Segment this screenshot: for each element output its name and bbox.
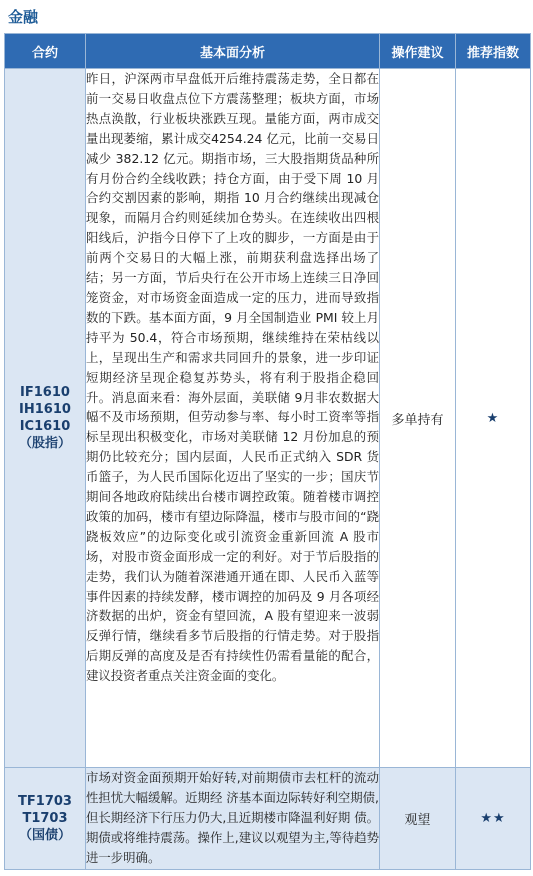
contract-cell [5, 69, 86, 768]
contract-code: T1703 [22, 811, 68, 826]
contract-code: IC1610 [19, 419, 71, 434]
star-icon: ★ [486, 410, 500, 426]
table-row [5, 69, 531, 768]
header-recommendation-index: 推荐指数 [456, 34, 531, 69]
contract-code: IF1610 [20, 385, 70, 400]
contract-code: IH1610 [19, 402, 71, 417]
recommendation-rating [456, 768, 531, 870]
analysis-text: 昨日，沪深两市早盘低开后维持震荡走势，全日都在前一交易日收盘点位下方震荡整理；板块方面，市场热点涣散，行业板块涨跌互现。量能方面，两市成交量出现萎缩，累计成交4254.24 亿元，比前一交易日减少 382.12 亿元。期指市场，三大股指期货品种所有月份合约全线收跌；持仓方面，由于受下周 10 月合约交割因素的影响，期指 10 月合约继续出现减仓现象，而隔月合约则延续加仓势头。在连续收出四根阳线后，沪指今日停下了上攻的脚步，一方面是由于前两个交易日的大幅上涨，前期获利盘选择出场了结；另一方面，节后央行在公开市场上连续三日净回笼资金，对市场资金面造成一定的压力，进而导致指数的下跌。基本面方面，9 月全国制造业 PMI 较上月持平为 50.4，符合市场预期，继续维持在荣枯线以上，呈现出生产和需求共同回升的景象，进一步印证短期经济呈现企稳复苏势头，将有利于股指企稳回升。消息面来看：海外层面，美联储 9月非农数据大幅不及市场预期，但劳动参与率、每小时工资率等指标呈现出积极变化，市场对美联储 12 月份加息的预期仍比较充分；国内层面，人民币正式纳入 SDR 货币篮子，为人民币国际化迈出了坚实的一步；国庆节期间各地政府陆续出台楼市调控政策。随着楼市调控政策的加码，楼市有望边际降温，楼市与股市间的“跷跷板效应”的边际变化或引流资金重新回流 A 股市场，对股市资金面形成一定的利好。对于节后股指的走势，我们认为随着深港通开通在即、人民币入蓝等事件因素的持续发酵，楼市调控的加码及 9 月各项经济数据的出炉，资金有望回流，A 股有望迎来一波弱反弹行情，继续看多节后股指的行情走势。对于股指后期反弹的高度及是否有持续性仍需看量能的配合，建议投资者重点关注资金面的变化。 [86, 69, 380, 768]
table-row [5, 768, 531, 870]
header-operation-suggestion: 操作建议 [380, 34, 456, 69]
recommendation-rating [456, 69, 531, 768]
operation-suggestion: 多单持有 [380, 69, 456, 768]
header-contract: 合约 [5, 34, 86, 69]
contract-category: （国债） [18, 828, 71, 843]
operation-suggestion: 观望 [380, 768, 456, 870]
contract-code: TF1703 [18, 794, 72, 809]
header-fundamental-analysis: 基本面分析 [86, 34, 380, 69]
section-title: 金融 [8, 8, 39, 26]
futures-recommendation-table [4, 33, 531, 870]
contract-category: （股指） [18, 436, 71, 451]
star-icon: ★★ [480, 811, 506, 826]
contract-cell [5, 768, 86, 870]
table-header-row [5, 34, 531, 69]
analysis-text: 市场对资金面预期开始好转,对前期债市去杠杆的流动性担忧大幅缓解。近期经 济基本面边际转好利空期债,但长期经济下行压力仍大,且近期楼市降温利好期 债。期债或将维持震荡。操作上,建议以观望为主,等待趋势进一步明确。 [86, 768, 380, 870]
